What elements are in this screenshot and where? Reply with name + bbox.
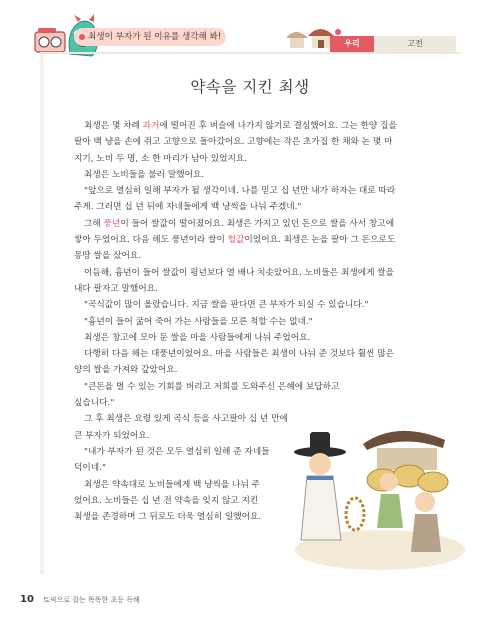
story-line	[74, 314, 459, 330]
line-text: "곡식값이 많이 올랐습니다. 지금 쌀을 판다면 큰 부자가 되실 수 있습니다."	[84, 300, 369, 311]
page-margin-bar	[40, 54, 44, 574]
page-header	[0, 0, 500, 60]
line-text: 이었어요. 최생은 논을 팔아 그 돈으로도	[244, 235, 396, 246]
story-line	[74, 232, 459, 248]
line-text: 몽땅 쌀을 샀어요.	[74, 251, 142, 262]
story-line	[74, 330, 459, 346]
line-text: 내다 팔자고 말했어요.	[74, 283, 158, 294]
line-text: 덕이네."	[74, 463, 106, 474]
story-line	[74, 134, 459, 150]
line-text: 그 후 최생은 요령 있게 곡식 등을 사고팔아 십 년 만에	[84, 414, 288, 425]
story-line	[74, 216, 459, 232]
story-line	[74, 248, 459, 264]
line-text: 큰 부자가 되었어요.	[74, 430, 150, 441]
story-line	[74, 297, 459, 313]
story-line	[74, 362, 459, 378]
line-text: 최생은 창고에 모아 둔 쌀을 마을 사람들에게 나눠 주었어요.	[84, 332, 311, 343]
line-text: 쌓아 두었어요. 다음 해도 풍년이라 쌀이	[74, 235, 228, 246]
story-line	[74, 281, 459, 297]
story-line	[74, 265, 459, 281]
line-text: "내가 부자가 된 것은 모두 열심히 일해 준 자네들	[84, 446, 270, 457]
line-text: 다행히 다음 해는 대풍년이었어요. 마을 사람들은 최생이 나눠 준 것보다 훨씬 많은	[84, 349, 395, 360]
page-number: 10	[20, 594, 34, 605]
highlighted-word: 헐값	[227, 235, 245, 246]
story-line	[74, 118, 459, 134]
book-title: 토픽으로 잡는 똑똑한 초등 독해	[43, 596, 140, 604]
story-illustration	[285, 410, 465, 570]
header-divider	[40, 52, 460, 54]
story-line	[74, 183, 459, 199]
line-text: 최생은 몇 차례	[84, 121, 143, 131]
line-text: 이 들어 쌀값이 떨어졌어요. 최생은 가지고 있던 돈으로 쌀을 사서 창고에	[120, 218, 395, 229]
story-line	[74, 199, 459, 215]
line-text: 최생은 노비들을 불러 말했어요.	[84, 169, 205, 180]
line-text: 팔아 백 냥을 손에 쥐고 고향으로 돌아갔어요. 고향에는 작은 초가집 한 채와 논 몇 마	[74, 137, 393, 148]
line-text: 에 떨어진 후 벼슬에 나가지 않기로 결심했어요. 그는 한양 집을	[159, 121, 397, 131]
bullet-icon	[79, 34, 85, 40]
line-text: 었어요. 노비들은 십 년 전 약속을 잊지 않고 지킨	[74, 495, 259, 506]
line-text: 싶습니다."	[74, 398, 115, 409]
story-line	[74, 379, 459, 395]
category-tabs	[330, 36, 456, 52]
line-text: 그해	[84, 218, 104, 229]
line-text: 양의 쌀을 가져와 갚았어요.	[74, 365, 178, 376]
line-text: "앞으로 열심히 일해 부자가 될 생각이네. 나를 믿고 십 년만 내가 하자는 대로 따라	[84, 186, 396, 197]
page-footer	[20, 587, 140, 605]
story-line	[74, 395, 459, 411]
line-text: 지기, 노비 두 명, 소 한 마리가 남아 있었지요.	[74, 153, 248, 164]
line-text: "흉년이 들어 굶어 죽어 가는 사람들을 모른 척할 수는 없네."	[84, 316, 313, 327]
topic-banner	[74, 28, 226, 46]
story-line	[74, 346, 459, 362]
story-line	[74, 167, 459, 183]
tab-classic: 고전	[374, 36, 456, 52]
line-text: 주게. 그러면 십 년 뒤에 자네들에게 백 냥씩을 나눠 주겠네."	[74, 202, 302, 213]
story-title: 약속을 지킨 최생	[190, 78, 310, 96]
banner-text: 최생이 부자가 된 이유를 생각해 봐!	[88, 32, 222, 42]
line-text: 최생은 약속대로 노비들에게 백 냥씩을 나눠 주	[84, 479, 261, 490]
story-line	[74, 151, 459, 167]
tab-korean: 우리	[330, 36, 374, 52]
line-text: 이듬해, 흉년이 들어 쌀값이 평년보다 열 배나 치솟았어요. 노비들은 최생에게 쌀을	[84, 267, 395, 278]
line-text: "큰돈을 벌 수 있는 기회를 버리고 저희를 도와주신 은혜에 보답하고	[84, 381, 340, 392]
line-text: 최생을 존경하며 그 뒤로도 더욱 열심히 일했어요.	[74, 512, 262, 523]
highlighted-word: 풍년	[103, 218, 121, 229]
highlighted-word: 과거	[142, 121, 160, 131]
